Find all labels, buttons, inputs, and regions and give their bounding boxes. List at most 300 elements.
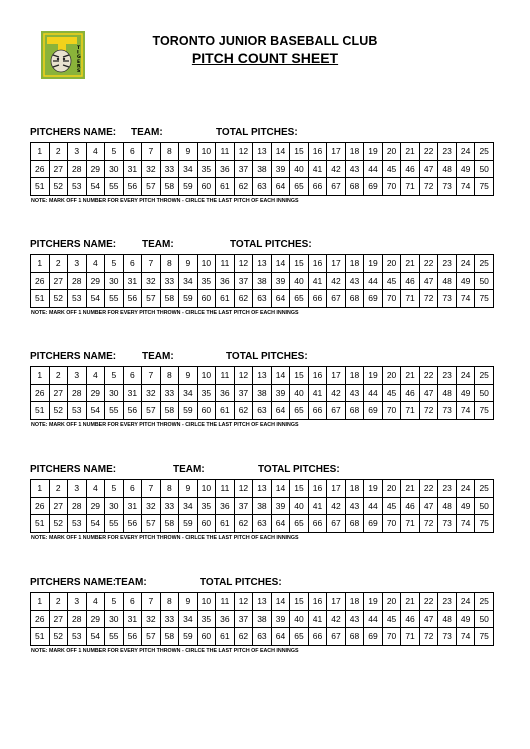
pitch-cell[interactable]: 60: [197, 402, 216, 420]
pitch-cell[interactable]: 56: [123, 628, 142, 646]
pitch-cell[interactable]: 44: [364, 497, 383, 515]
pitch-cell[interactable]: 45: [382, 384, 401, 402]
pitch-cell[interactable]: 31: [123, 272, 142, 290]
pitch-cell[interactable]: 2: [49, 593, 68, 611]
pitch-cell[interactable]: 31: [123, 497, 142, 515]
pitch-cell[interactable]: 14: [271, 480, 290, 498]
pitch-cell[interactable]: 54: [86, 290, 105, 308]
pitch-cell[interactable]: 5: [105, 255, 124, 273]
pitch-cell[interactable]: 41: [308, 610, 327, 628]
pitch-cell[interactable]: 71: [401, 178, 420, 196]
pitch-cell[interactable]: 53: [68, 178, 87, 196]
pitch-cell[interactable]: 58: [160, 628, 179, 646]
pitch-cell[interactable]: 37: [234, 160, 253, 178]
pitch-cell[interactable]: 36: [216, 160, 235, 178]
pitch-cell[interactable]: 54: [86, 515, 105, 533]
pitch-cell[interactable]: 38: [253, 610, 272, 628]
pitch-cell[interactable]: 20: [382, 480, 401, 498]
pitch-cell[interactable]: 11: [216, 593, 235, 611]
pitch-cell[interactable]: 45: [382, 610, 401, 628]
pitch-cell[interactable]: 24: [456, 367, 475, 385]
pitch-cell[interactable]: 18: [345, 143, 364, 161]
pitch-cell[interactable]: 72: [419, 515, 438, 533]
pitch-cell[interactable]: 36: [216, 497, 235, 515]
pitch-cell[interactable]: 49: [456, 497, 475, 515]
pitch-cell[interactable]: 55: [105, 402, 124, 420]
pitch-cell[interactable]: 43: [345, 497, 364, 515]
pitch-cell[interactable]: 10: [197, 255, 216, 273]
pitch-cell[interactable]: 3: [68, 593, 87, 611]
pitch-cell[interactable]: 41: [308, 160, 327, 178]
pitch-cell[interactable]: 71: [401, 290, 420, 308]
pitch-cell[interactable]: 16: [308, 480, 327, 498]
pitch-cell[interactable]: 56: [123, 402, 142, 420]
pitch-cell[interactable]: 65: [290, 515, 309, 533]
pitch-cell[interactable]: 23: [438, 143, 457, 161]
pitch-cell[interactable]: 67: [327, 290, 346, 308]
pitch-cell[interactable]: 38: [253, 497, 272, 515]
pitch-cell[interactable]: 11: [216, 255, 235, 273]
pitch-cell[interactable]: 36: [216, 272, 235, 290]
pitch-cell[interactable]: 75: [475, 515, 494, 533]
pitch-cell[interactable]: 8: [160, 480, 179, 498]
pitch-cell[interactable]: 40: [290, 610, 309, 628]
pitch-cell[interactable]: 19: [364, 255, 383, 273]
pitch-cell[interactable]: 61: [216, 402, 235, 420]
pitch-cell[interactable]: 39: [271, 272, 290, 290]
pitch-cell[interactable]: 49: [456, 272, 475, 290]
pitch-cell[interactable]: 38: [253, 384, 272, 402]
pitch-cell[interactable]: 35: [197, 160, 216, 178]
pitch-cell[interactable]: 17: [327, 255, 346, 273]
pitch-cell[interactable]: 1: [31, 255, 50, 273]
pitch-cell[interactable]: 73: [438, 628, 457, 646]
pitch-cell[interactable]: 68: [345, 515, 364, 533]
pitch-cell[interactable]: 13: [253, 143, 272, 161]
pitch-cell[interactable]: 45: [382, 497, 401, 515]
pitch-cell[interactable]: 65: [290, 628, 309, 646]
pitch-cell[interactable]: 21: [401, 480, 420, 498]
pitch-cell[interactable]: 30: [105, 610, 124, 628]
pitch-cell[interactable]: 32: [142, 497, 161, 515]
pitch-cell[interactable]: 24: [456, 143, 475, 161]
pitch-cell[interactable]: 37: [234, 610, 253, 628]
pitch-cell[interactable]: 51: [31, 290, 50, 308]
pitch-cell[interactable]: 8: [160, 367, 179, 385]
pitch-cell[interactable]: 39: [271, 610, 290, 628]
pitch-cell[interactable]: 41: [308, 497, 327, 515]
pitch-cell[interactable]: 6: [123, 480, 142, 498]
pitch-cell[interactable]: 52: [49, 402, 68, 420]
pitch-cell[interactable]: 74: [456, 402, 475, 420]
pitch-cell[interactable]: 58: [160, 515, 179, 533]
pitch-cell[interactable]: 28: [68, 384, 87, 402]
pitch-cell[interactable]: 30: [105, 384, 124, 402]
pitch-cell[interactable]: 70: [382, 515, 401, 533]
pitch-cell[interactable]: 47: [419, 272, 438, 290]
pitch-cell[interactable]: 65: [290, 178, 309, 196]
pitch-cell[interactable]: 23: [438, 480, 457, 498]
pitch-cell[interactable]: 46: [401, 610, 420, 628]
pitch-cell[interactable]: 20: [382, 367, 401, 385]
pitch-cell[interactable]: 40: [290, 384, 309, 402]
pitch-cell[interactable]: 33: [160, 160, 179, 178]
pitch-cell[interactable]: 48: [438, 272, 457, 290]
pitch-cell[interactable]: 61: [216, 290, 235, 308]
pitch-cell[interactable]: 48: [438, 384, 457, 402]
pitch-cell[interactable]: 1: [31, 593, 50, 611]
pitch-cell[interactable]: 27: [49, 497, 68, 515]
pitch-cell[interactable]: 18: [345, 255, 364, 273]
pitch-cell[interactable]: 12: [234, 143, 253, 161]
pitch-cell[interactable]: 58: [160, 178, 179, 196]
pitch-cell[interactable]: 64: [271, 178, 290, 196]
pitch-cell[interactable]: 35: [197, 497, 216, 515]
pitch-cell[interactable]: 67: [327, 178, 346, 196]
pitch-cell[interactable]: 21: [401, 367, 420, 385]
pitch-cell[interactable]: 6: [123, 367, 142, 385]
pitch-cell[interactable]: 15: [290, 143, 309, 161]
pitch-cell[interactable]: 19: [364, 143, 383, 161]
pitch-cell[interactable]: 1: [31, 143, 50, 161]
pitch-cell[interactable]: 69: [364, 178, 383, 196]
pitch-cell[interactable]: 59: [179, 515, 198, 533]
pitch-cell[interactable]: 37: [234, 272, 253, 290]
pitch-cell[interactable]: 61: [216, 178, 235, 196]
pitch-cell[interactable]: 57: [142, 628, 161, 646]
pitch-cell[interactable]: 59: [179, 178, 198, 196]
pitch-cell[interactable]: 14: [271, 367, 290, 385]
pitch-cell[interactable]: 75: [475, 290, 494, 308]
pitch-cell[interactable]: 9: [179, 255, 198, 273]
pitch-cell[interactable]: 66: [308, 402, 327, 420]
pitch-cell[interactable]: 63: [253, 178, 272, 196]
pitch-cell[interactable]: 56: [123, 515, 142, 533]
pitch-cell[interactable]: 37: [234, 497, 253, 515]
pitch-cell[interactable]: 28: [68, 272, 87, 290]
pitch-cell[interactable]: 5: [105, 367, 124, 385]
pitch-cell[interactable]: 70: [382, 402, 401, 420]
pitch-cell[interactable]: 20: [382, 593, 401, 611]
pitch-cell[interactable]: 16: [308, 255, 327, 273]
pitch-cell[interactable]: 37: [234, 384, 253, 402]
pitch-cell[interactable]: 42: [327, 160, 346, 178]
pitch-cell[interactable]: 20: [382, 255, 401, 273]
pitch-cell[interactable]: 10: [197, 593, 216, 611]
pitch-cell[interactable]: 54: [86, 402, 105, 420]
pitch-cell[interactable]: 30: [105, 160, 124, 178]
pitch-cell[interactable]: 32: [142, 610, 161, 628]
pitch-cell[interactable]: 44: [364, 610, 383, 628]
pitch-cell[interactable]: 29: [86, 384, 105, 402]
pitch-cell[interactable]: 13: [253, 367, 272, 385]
pitch-cell[interactable]: 73: [438, 178, 457, 196]
pitch-cell[interactable]: 22: [419, 255, 438, 273]
pitch-cell[interactable]: 17: [327, 593, 346, 611]
pitch-cell[interactable]: 27: [49, 610, 68, 628]
pitch-cell[interactable]: 63: [253, 628, 272, 646]
pitch-cell[interactable]: 31: [123, 384, 142, 402]
pitch-cell[interactable]: 55: [105, 178, 124, 196]
pitch-cell[interactable]: 55: [105, 628, 124, 646]
pitch-cell[interactable]: 4: [86, 367, 105, 385]
pitch-cell[interactable]: 20: [382, 143, 401, 161]
pitch-cell[interactable]: 32: [142, 272, 161, 290]
pitch-cell[interactable]: 42: [327, 384, 346, 402]
pitch-cell[interactable]: 22: [419, 143, 438, 161]
pitch-cell[interactable]: 52: [49, 290, 68, 308]
pitch-cell[interactable]: 71: [401, 402, 420, 420]
pitch-cell[interactable]: 50: [475, 272, 494, 290]
pitch-cell[interactable]: 47: [419, 160, 438, 178]
pitch-cell[interactable]: 45: [382, 160, 401, 178]
pitch-cell[interactable]: 2: [49, 255, 68, 273]
pitch-cell[interactable]: 60: [197, 290, 216, 308]
pitch-cell[interactable]: 51: [31, 178, 50, 196]
pitch-cell[interactable]: 10: [197, 367, 216, 385]
pitch-cell[interactable]: 29: [86, 160, 105, 178]
pitch-cell[interactable]: 59: [179, 628, 198, 646]
pitch-cell[interactable]: 12: [234, 255, 253, 273]
pitch-cell[interactable]: 62: [234, 178, 253, 196]
pitch-cell[interactable]: 7: [142, 480, 161, 498]
pitch-cell[interactable]: 52: [49, 515, 68, 533]
pitch-cell[interactable]: 74: [456, 178, 475, 196]
pitch-cell[interactable]: 64: [271, 290, 290, 308]
pitch-cell[interactable]: 51: [31, 402, 50, 420]
pitch-cell[interactable]: 2: [49, 367, 68, 385]
pitch-cell[interactable]: 24: [456, 480, 475, 498]
pitch-cell[interactable]: 31: [123, 160, 142, 178]
pitch-cell[interactable]: 9: [179, 480, 198, 498]
pitch-cell[interactable]: 27: [49, 384, 68, 402]
pitch-cell[interactable]: 4: [86, 255, 105, 273]
pitch-cell[interactable]: 75: [475, 402, 494, 420]
pitch-cell[interactable]: 7: [142, 143, 161, 161]
pitch-cell[interactable]: 34: [179, 497, 198, 515]
pitch-cell[interactable]: 34: [179, 272, 198, 290]
pitch-cell[interactable]: 61: [216, 628, 235, 646]
pitch-cell[interactable]: 11: [216, 367, 235, 385]
pitch-cell[interactable]: 26: [31, 610, 50, 628]
pitch-cell[interactable]: 36: [216, 610, 235, 628]
pitch-cell[interactable]: 58: [160, 290, 179, 308]
pitch-cell[interactable]: 17: [327, 367, 346, 385]
pitch-cell[interactable]: 51: [31, 515, 50, 533]
pitch-cell[interactable]: 3: [68, 367, 87, 385]
pitch-cell[interactable]: 27: [49, 160, 68, 178]
pitch-cell[interactable]: 29: [86, 610, 105, 628]
pitch-cell[interactable]: 21: [401, 593, 420, 611]
pitch-cell[interactable]: 14: [271, 255, 290, 273]
pitch-cell[interactable]: 27: [49, 272, 68, 290]
pitch-cell[interactable]: 75: [475, 628, 494, 646]
pitch-cell[interactable]: 68: [345, 402, 364, 420]
pitch-cell[interactable]: 9: [179, 367, 198, 385]
pitch-cell[interactable]: 5: [105, 480, 124, 498]
pitch-cell[interactable]: 22: [419, 480, 438, 498]
pitch-cell[interactable]: 21: [401, 143, 420, 161]
pitch-cell[interactable]: 43: [345, 610, 364, 628]
pitch-cell[interactable]: 47: [419, 610, 438, 628]
pitch-cell[interactable]: 65: [290, 402, 309, 420]
pitch-cell[interactable]: 26: [31, 384, 50, 402]
pitch-cell[interactable]: 43: [345, 272, 364, 290]
pitch-cell[interactable]: 3: [68, 143, 87, 161]
pitch-cell[interactable]: 6: [123, 593, 142, 611]
pitch-cell[interactable]: 17: [327, 480, 346, 498]
pitch-cell[interactable]: 62: [234, 628, 253, 646]
pitch-cell[interactable]: 64: [271, 628, 290, 646]
pitch-cell[interactable]: 50: [475, 384, 494, 402]
pitch-cell[interactable]: 73: [438, 515, 457, 533]
pitch-cell[interactable]: 50: [475, 160, 494, 178]
pitch-cell[interactable]: 56: [123, 290, 142, 308]
pitch-cell[interactable]: 38: [253, 272, 272, 290]
pitch-cell[interactable]: 23: [438, 255, 457, 273]
pitch-cell[interactable]: 57: [142, 402, 161, 420]
pitch-cell[interactable]: 13: [253, 255, 272, 273]
pitch-cell[interactable]: 70: [382, 178, 401, 196]
pitch-cell[interactable]: 18: [345, 593, 364, 611]
pitch-cell[interactable]: 17: [327, 143, 346, 161]
pitch-cell[interactable]: 28: [68, 160, 87, 178]
pitch-cell[interactable]: 19: [364, 480, 383, 498]
pitch-cell[interactable]: 71: [401, 515, 420, 533]
pitch-cell[interactable]: 67: [327, 628, 346, 646]
pitch-cell[interactable]: 28: [68, 497, 87, 515]
pitch-cell[interactable]: 35: [197, 272, 216, 290]
pitch-cell[interactable]: 12: [234, 367, 253, 385]
pitch-cell[interactable]: 11: [216, 480, 235, 498]
pitch-cell[interactable]: 70: [382, 290, 401, 308]
pitch-cell[interactable]: 25: [475, 480, 494, 498]
pitch-cell[interactable]: 69: [364, 402, 383, 420]
pitch-cell[interactable]: 21: [401, 255, 420, 273]
pitch-cell[interactable]: 58: [160, 402, 179, 420]
pitch-cell[interactable]: 70: [382, 628, 401, 646]
pitch-cell[interactable]: 26: [31, 272, 50, 290]
pitch-cell[interactable]: 66: [308, 628, 327, 646]
pitch-cell[interactable]: 18: [345, 480, 364, 498]
pitch-cell[interactable]: 26: [31, 497, 50, 515]
pitch-cell[interactable]: 66: [308, 515, 327, 533]
pitch-cell[interactable]: 67: [327, 515, 346, 533]
pitch-cell[interactable]: 1: [31, 480, 50, 498]
pitch-cell[interactable]: 11: [216, 143, 235, 161]
pitch-cell[interactable]: 34: [179, 384, 198, 402]
pitch-cell[interactable]: 42: [327, 610, 346, 628]
pitch-cell[interactable]: 42: [327, 497, 346, 515]
pitch-cell[interactable]: 74: [456, 628, 475, 646]
pitch-cell[interactable]: 48: [438, 610, 457, 628]
pitch-cell[interactable]: 15: [290, 367, 309, 385]
pitch-cell[interactable]: 23: [438, 593, 457, 611]
pitch-cell[interactable]: 34: [179, 610, 198, 628]
pitch-cell[interactable]: 57: [142, 515, 161, 533]
pitch-cell[interactable]: 5: [105, 143, 124, 161]
pitch-cell[interactable]: 19: [364, 593, 383, 611]
pitch-cell[interactable]: 25: [475, 255, 494, 273]
pitch-cell[interactable]: 13: [253, 480, 272, 498]
pitch-cell[interactable]: 59: [179, 290, 198, 308]
pitch-cell[interactable]: 40: [290, 497, 309, 515]
pitch-cell[interactable]: 23: [438, 367, 457, 385]
pitch-cell[interactable]: 63: [253, 402, 272, 420]
pitch-cell[interactable]: 4: [86, 480, 105, 498]
pitch-cell[interactable]: 48: [438, 160, 457, 178]
pitch-cell[interactable]: 39: [271, 384, 290, 402]
pitch-cell[interactable]: 69: [364, 290, 383, 308]
pitch-cell[interactable]: 2: [49, 143, 68, 161]
pitch-cell[interactable]: 35: [197, 610, 216, 628]
pitch-cell[interactable]: 68: [345, 628, 364, 646]
pitch-cell[interactable]: 33: [160, 610, 179, 628]
pitch-cell[interactable]: 22: [419, 593, 438, 611]
pitch-cell[interactable]: 15: [290, 255, 309, 273]
pitch-cell[interactable]: 68: [345, 178, 364, 196]
pitch-cell[interactable]: 44: [364, 272, 383, 290]
pitch-cell[interactable]: 3: [68, 255, 87, 273]
pitch-cell[interactable]: 46: [401, 160, 420, 178]
pitch-cell[interactable]: 51: [31, 628, 50, 646]
pitch-cell[interactable]: 15: [290, 593, 309, 611]
pitch-cell[interactable]: 13: [253, 593, 272, 611]
pitch-cell[interactable]: 62: [234, 290, 253, 308]
pitch-cell[interactable]: 50: [475, 610, 494, 628]
pitch-cell[interactable]: 56: [123, 178, 142, 196]
pitch-cell[interactable]: 36: [216, 384, 235, 402]
pitch-cell[interactable]: 24: [456, 593, 475, 611]
pitch-cell[interactable]: 60: [197, 628, 216, 646]
pitch-cell[interactable]: 40: [290, 272, 309, 290]
pitch-cell[interactable]: 46: [401, 384, 420, 402]
pitch-cell[interactable]: 46: [401, 272, 420, 290]
pitch-cell[interactable]: 47: [419, 384, 438, 402]
pitch-cell[interactable]: 25: [475, 143, 494, 161]
pitch-cell[interactable]: 44: [364, 384, 383, 402]
pitch-cell[interactable]: 54: [86, 178, 105, 196]
pitch-cell[interactable]: 3: [68, 480, 87, 498]
pitch-cell[interactable]: 24: [456, 255, 475, 273]
pitch-cell[interactable]: 9: [179, 593, 198, 611]
pitch-cell[interactable]: 62: [234, 515, 253, 533]
pitch-cell[interactable]: 4: [86, 593, 105, 611]
pitch-cell[interactable]: 57: [142, 290, 161, 308]
pitch-cell[interactable]: 18: [345, 367, 364, 385]
pitch-cell[interactable]: 74: [456, 290, 475, 308]
pitch-cell[interactable]: 74: [456, 515, 475, 533]
pitch-cell[interactable]: 55: [105, 290, 124, 308]
pitch-cell[interactable]: 60: [197, 515, 216, 533]
pitch-cell[interactable]: 72: [419, 628, 438, 646]
pitch-cell[interactable]: 53: [68, 628, 87, 646]
pitch-cell[interactable]: 53: [68, 515, 87, 533]
pitch-cell[interactable]: 52: [49, 628, 68, 646]
pitch-cell[interactable]: 66: [308, 290, 327, 308]
pitch-cell[interactable]: 69: [364, 628, 383, 646]
pitch-cell[interactable]: 40: [290, 160, 309, 178]
pitch-cell[interactable]: 59: [179, 402, 198, 420]
pitch-cell[interactable]: 46: [401, 497, 420, 515]
pitch-cell[interactable]: 7: [142, 255, 161, 273]
pitch-cell[interactable]: 63: [253, 290, 272, 308]
pitch-cell[interactable]: 72: [419, 178, 438, 196]
pitch-cell[interactable]: 12: [234, 593, 253, 611]
pitch-cell[interactable]: 49: [456, 384, 475, 402]
pitch-cell[interactable]: 7: [142, 593, 161, 611]
pitch-cell[interactable]: 62: [234, 402, 253, 420]
